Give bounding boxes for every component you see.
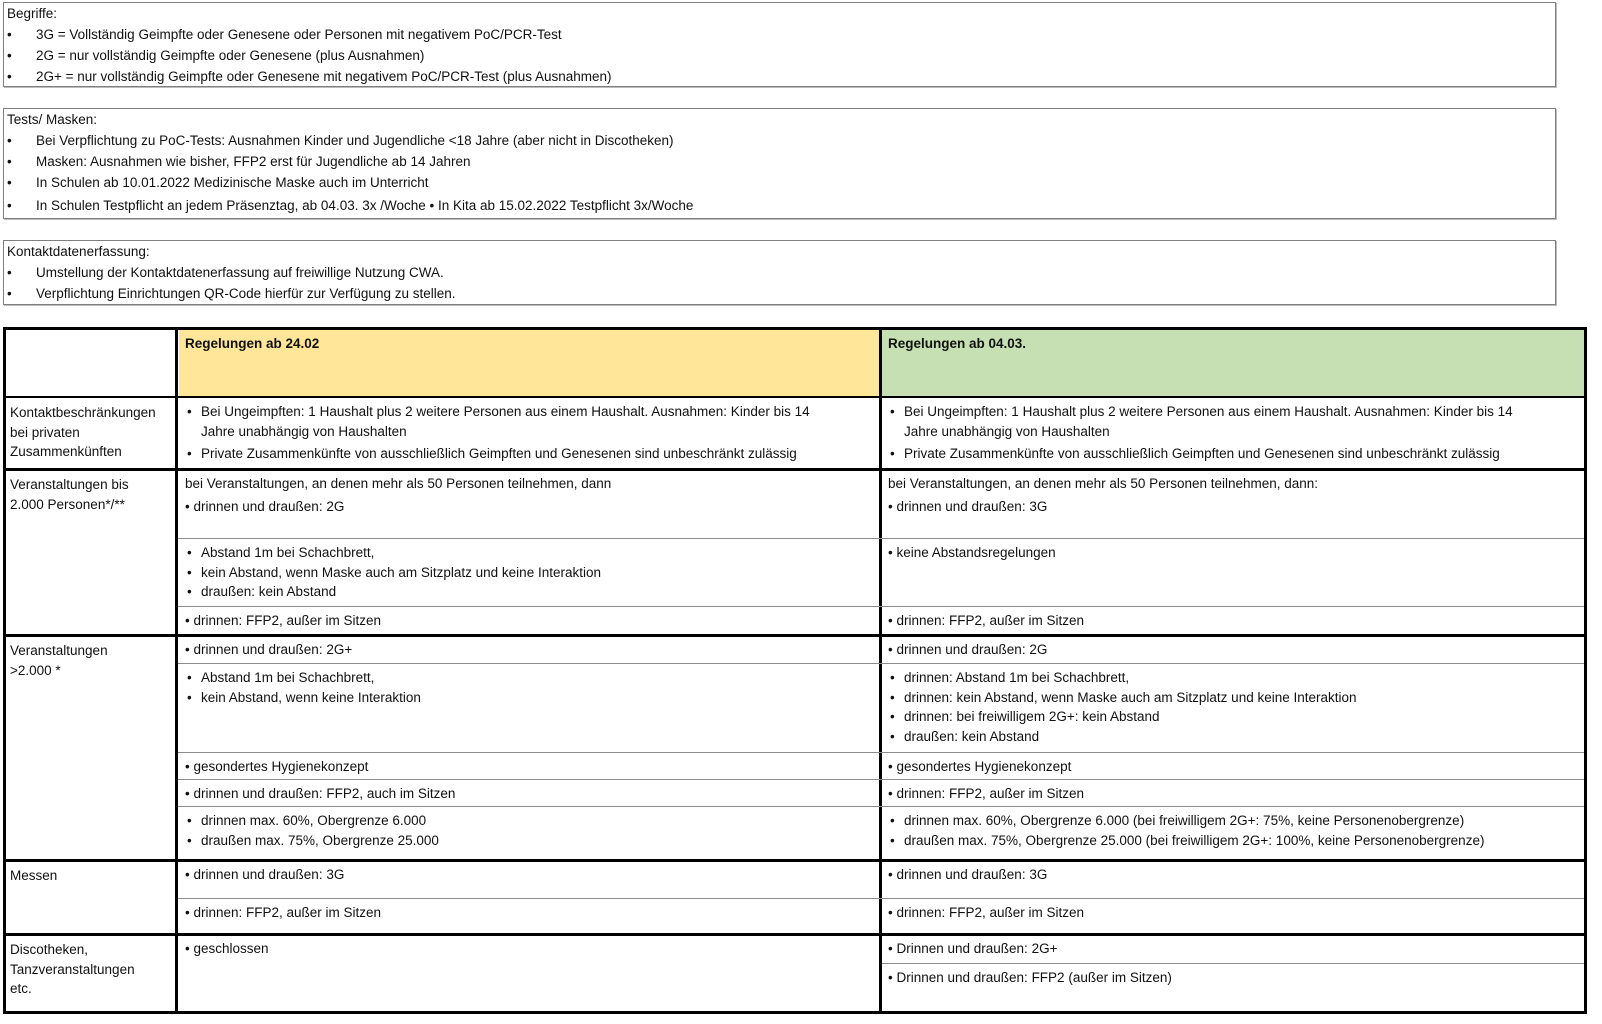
bullet-item [888,831,1584,851]
zugang-text: • drinnen und draußen: 3G [185,867,345,882]
bullet-icon: • [7,154,12,169]
zugang-text: • drinnen und draußen: 2G [888,642,1048,657]
veranst-ueber-2000-col2-hygiene [882,752,1584,779]
list-item [7,152,1552,173]
item-text: Abstand 1m bei Schachbrett, [201,670,375,685]
item-text: Private Zusammenkünfte von ausschließlich Geimpften und Genesenen sind unbeschränkt zulässig [201,446,797,461]
veranst-ueber-2000-col1-zugang [179,635,879,663]
item-text: Private Zusammenkünfte von ausschließlich Geimpften und Genesenen sind unbeschränkt zulässig [904,446,1500,461]
label-line: Zusammenkünften [10,444,122,459]
maske-text: • drinnen: FFP2, außer im Sitzen [888,613,1085,628]
bullet-icon: • [7,175,12,190]
item-text: Masken: Ausnahmen wie bisher, FFP2 erst für Jugendliche ab 14 Jahren [36,154,471,169]
row-divider [3,634,1587,637]
maske-text: • drinnen und draußen: FFP2, auch im Sitzen [185,786,456,801]
item-text: draußen max. 75%, Obergrenze 25.000 [201,832,439,848]
label-line: >2.000 * [10,662,61,678]
item-text: Umstellung der Kontaktdatenerfassung auf freiwillige Nutzung CWA. [36,265,444,280]
row-label-veranst-ueber-2000 [3,635,177,860]
kontakt-col1 [179,397,879,469]
table-border-top [3,327,1587,330]
bullet-icon: • [7,133,12,148]
zugang-text: • Drinnen und draußen: 2G+ [888,941,1058,956]
list-item [7,46,1552,67]
bullet-item-cont [888,422,1584,442]
label-line: etc. [10,981,32,996]
label-line: bei privaten [10,424,80,440]
abstand-text: • keine Abstandsregelungen [888,545,1056,560]
intro-text: bei Veranstaltungen, an denen mehr als 50 Personen teilnehmen, dann [185,476,612,491]
bullet-icon: • [890,689,895,705]
bullet-icon: • [890,446,895,461]
discotheken-col1-status [179,934,879,1013]
item-text: drinnen: kein Abstand, wenn Maske auch am Sitzplatz und keine Interaktion [904,689,1357,705]
item-text: Abstand 1m bei Schachbrett, [201,545,375,560]
veranst-ueber-2000-col2-abstand [882,663,1584,752]
item-text: drinnen: bei freiwilligem 2G+: kein Abstand [904,709,1160,724]
item-text: kein Abstand, wenn Maske auch am Sitzplatz und keine Interaktion [201,564,601,580]
spacer [888,422,904,442]
veranst-ueber-2000-col1-maske [179,779,879,806]
kontaktdaten-title: Kontaktdatenerfassung: [7,244,150,259]
subrow-divider [178,606,1584,607]
bullet-icon: • [187,813,192,828]
header-col1: Regelungen ab 24.02 [185,336,320,351]
item-text: Jahre unabhängig von Haushalten [904,423,1110,439]
bullet-icon: • [7,48,12,63]
zugang-text: • drinnen und draußen: 3G [888,498,1048,514]
bullet-item-cont [185,422,879,442]
maske-text: • Drinnen und draußen: FFP2 (außer im Sitzen) [888,970,1172,985]
bullet-item [185,688,879,708]
bullet-item [185,668,879,688]
rules-table [3,327,1587,1014]
spacer [185,422,201,442]
subrow-divider [178,779,1584,780]
list-item [7,173,1552,194]
bullet-item [185,582,879,602]
bullet-item [185,563,879,583]
bullet-icon: • [187,689,192,705]
veranst-ueber-2000-col2-maske [882,779,1584,806]
kontaktdaten-box [3,240,1556,305]
messen-col2-maske [882,898,1584,934]
tests-masken-title: Tests/ Masken: [7,112,98,127]
bullet-icon: • [187,446,192,461]
column-divider-2 [879,327,882,1014]
bullet-icon: • [890,813,895,828]
table-border-left [3,327,6,1014]
veranst-ueber-2000-col1-hygiene [179,752,879,779]
column-divider-1 [175,327,178,1014]
maske-text: • drinnen: FFP2, außer im Sitzen [185,613,382,628]
item-text: In Schulen Testpflicht an jedem Präsenztag, ab 04.03. 3x /Woche • In Kita ab 15.02.2022 Testpflicht 3x/Woche [36,198,694,213]
list-item [7,194,1552,217]
bullet-icon: • [187,670,192,685]
item-text: Bei Verpflichtung zu PoC-Tests: Ausnahmen Kinder und Jugendliche <18 Jahre (aber nicht in Discotheken) [36,133,674,148]
veranst-bis-2000-col2-zugang [882,469,1584,538]
item-text: draußen max. 75%, Obergrenze 25.000 (bei freiwilligem 2G+: 100%, keine Personenobergrenze) [904,832,1485,848]
bullet-icon: • [890,709,895,724]
messen-col1-zugang [179,860,879,898]
item-text: Verpflichtung Einrichtungen QR-Code hierfür zur Verfügung zu stellen. [36,286,456,301]
bullet-icon: • [890,832,895,848]
begriffe-title: Begriffe: [7,6,58,21]
bullet-icon: • [7,286,12,301]
zugang-text: • drinnen und draußen: 2G+ [185,642,353,657]
row-divider [3,859,1587,862]
item-text: draußen: kein Abstand [904,728,1040,744]
bullet-item [888,402,1584,422]
label-line: Veranstaltungen bis [10,477,129,492]
item-text: 2G = nur vollständig Geimpfte oder Genesene (plus Ausnahmen) [36,48,425,63]
zugang-text: • drinnen und draußen: 2G [185,498,345,514]
bullet-item [185,543,879,563]
veranst-ueber-2000-col1-kapazitaet [179,806,879,860]
intro-text: bei Veranstaltungen, an denen mehr als 50 Personen teilnehmen, dann: [888,476,1319,491]
bullet-icon: • [7,265,12,280]
bullet-item [888,811,1584,831]
item-text: 2G+ = nur vollständig Geimpfte oder Genesene mit negativem PoC/PCR-Test (plus Ausnahmen) [36,69,612,84]
bullet-item [185,811,879,831]
bullet-icon: • [187,564,192,580]
bullet-icon: • [187,832,192,848]
veranst-bis-2000-col1-maske [179,606,879,635]
subrow-divider [178,663,1584,664]
veranst-ueber-2000-col2-kapazitaet [882,806,1584,860]
bullet-icon: • [890,670,895,685]
bullet-icon: • [890,404,895,419]
subrow-divider [178,538,1584,539]
list-item [7,263,1552,284]
bullet-icon: • [890,728,895,744]
bullet-item [888,444,1584,464]
veranst-bis-2000-col1-abstand [179,538,879,606]
bullet-icon: • [7,198,12,213]
item-text: Jahre unabhängig von Haushalten [201,423,407,439]
bullet-icon: • [7,27,12,42]
tests-masken-box [3,108,1556,219]
subrow-divider [178,806,1584,807]
header-cell-col1 [179,330,879,396]
veranst-bis-2000-col2-maske [882,606,1584,635]
label-line: Discotheken, [10,942,89,957]
zugang-text: • drinnen und draußen: 3G [888,867,1048,882]
list-item [7,67,1552,88]
maske-text: • drinnen: FFP2, außer im Sitzen [185,905,382,920]
bullet-item [888,688,1584,708]
veranst-bis-2000-col1-zugang [179,469,879,538]
bullet-item [888,707,1584,727]
discotheken-col2-zugang [882,934,1584,963]
header-col2: Regelungen ab 04.03. [888,336,1027,351]
begriffe-box [3,2,1556,87]
hygiene-text: • gesondertes Hygienekonzept [185,759,369,774]
subrow-divider [178,898,1584,899]
item-text: 3G = Vollständig Geimpfte oder Genesene oder Personen mit negativem PoC/PCR-Test [36,27,562,42]
item-text: drinnen max. 60%, Obergrenze 6.000 [201,813,427,828]
bullet-item [888,668,1584,688]
veranst-bis-2000-col2-abstand [882,538,1584,606]
row-label-messen [3,860,177,934]
table-border-bottom [3,1011,1587,1014]
bullet-icon: • [187,545,192,560]
label-line: Kontaktbeschränkungen [10,405,156,420]
row-label-kontakt [3,397,177,469]
list-item [7,25,1552,46]
item-text: kein Abstand, wenn keine Interaktion [201,689,421,705]
maske-text: • drinnen: FFP2, außer im Sitzen [888,786,1085,801]
item-text: drinnen max. 60%, Obergrenze 6.000 (bei freiwilligem 2G+: 75%, keine Personenobergrenze) [904,813,1465,828]
subrow-divider [178,752,1584,753]
label-line: Veranstaltungen [10,643,108,658]
table-border-right [1584,327,1587,1014]
bullet-icon: • [187,404,192,419]
row-divider [3,468,1587,471]
messen-col2-zugang [882,860,1584,898]
maske-text: • drinnen: FFP2, außer im Sitzen [888,905,1085,920]
item-text: draußen: kein Abstand [201,584,337,599]
bullet-item [185,402,879,422]
item-text: Bei Ungeimpften: 1 Haushalt plus 2 weitere Personen aus einem Haushalt. Ausnahmen: Kinder bis 14 [904,404,1513,419]
item-text: Bei Ungeimpften: 1 Haushalt plus 2 weitere Personen aus einem Haushalt. Ausnahmen: Kinder bis 14 [201,404,810,419]
discotheken-col2-maske [882,963,1584,1013]
status-text: • geschlossen [185,941,269,956]
item-text: drinnen: Abstand 1m bei Schachbrett, [904,670,1130,685]
veranst-ueber-2000-col1-abstand [179,663,879,752]
row-divider [3,396,1587,398]
label-line: 2.000 Personen*/** [10,496,125,512]
row-divider [3,933,1587,936]
subrow-divider [882,963,1584,964]
hygiene-text: • gesondertes Hygienekonzept [888,759,1072,774]
kontakt-col2 [882,397,1584,469]
item-text: In Schulen ab 10.01.2022 Medizinische Maske auch im Unterricht [36,175,429,190]
label-line: Messen [10,868,58,883]
veranst-ueber-2000-col2-zugang [882,635,1584,663]
bullet-item [888,727,1584,747]
label-line: Tanzveranstaltungen [10,961,135,977]
header-cell-col2 [882,330,1584,396]
list-item [7,284,1552,305]
list-item [7,131,1552,152]
bullet-item [185,444,879,464]
bullet-icon: • [187,584,192,599]
bullet-icon: • [7,69,12,84]
messen-col1-maske [179,898,879,934]
row-label-discotheken [3,934,177,1013]
bullet-item [185,831,879,851]
row-label-veranst-bis-2000 [3,469,177,635]
